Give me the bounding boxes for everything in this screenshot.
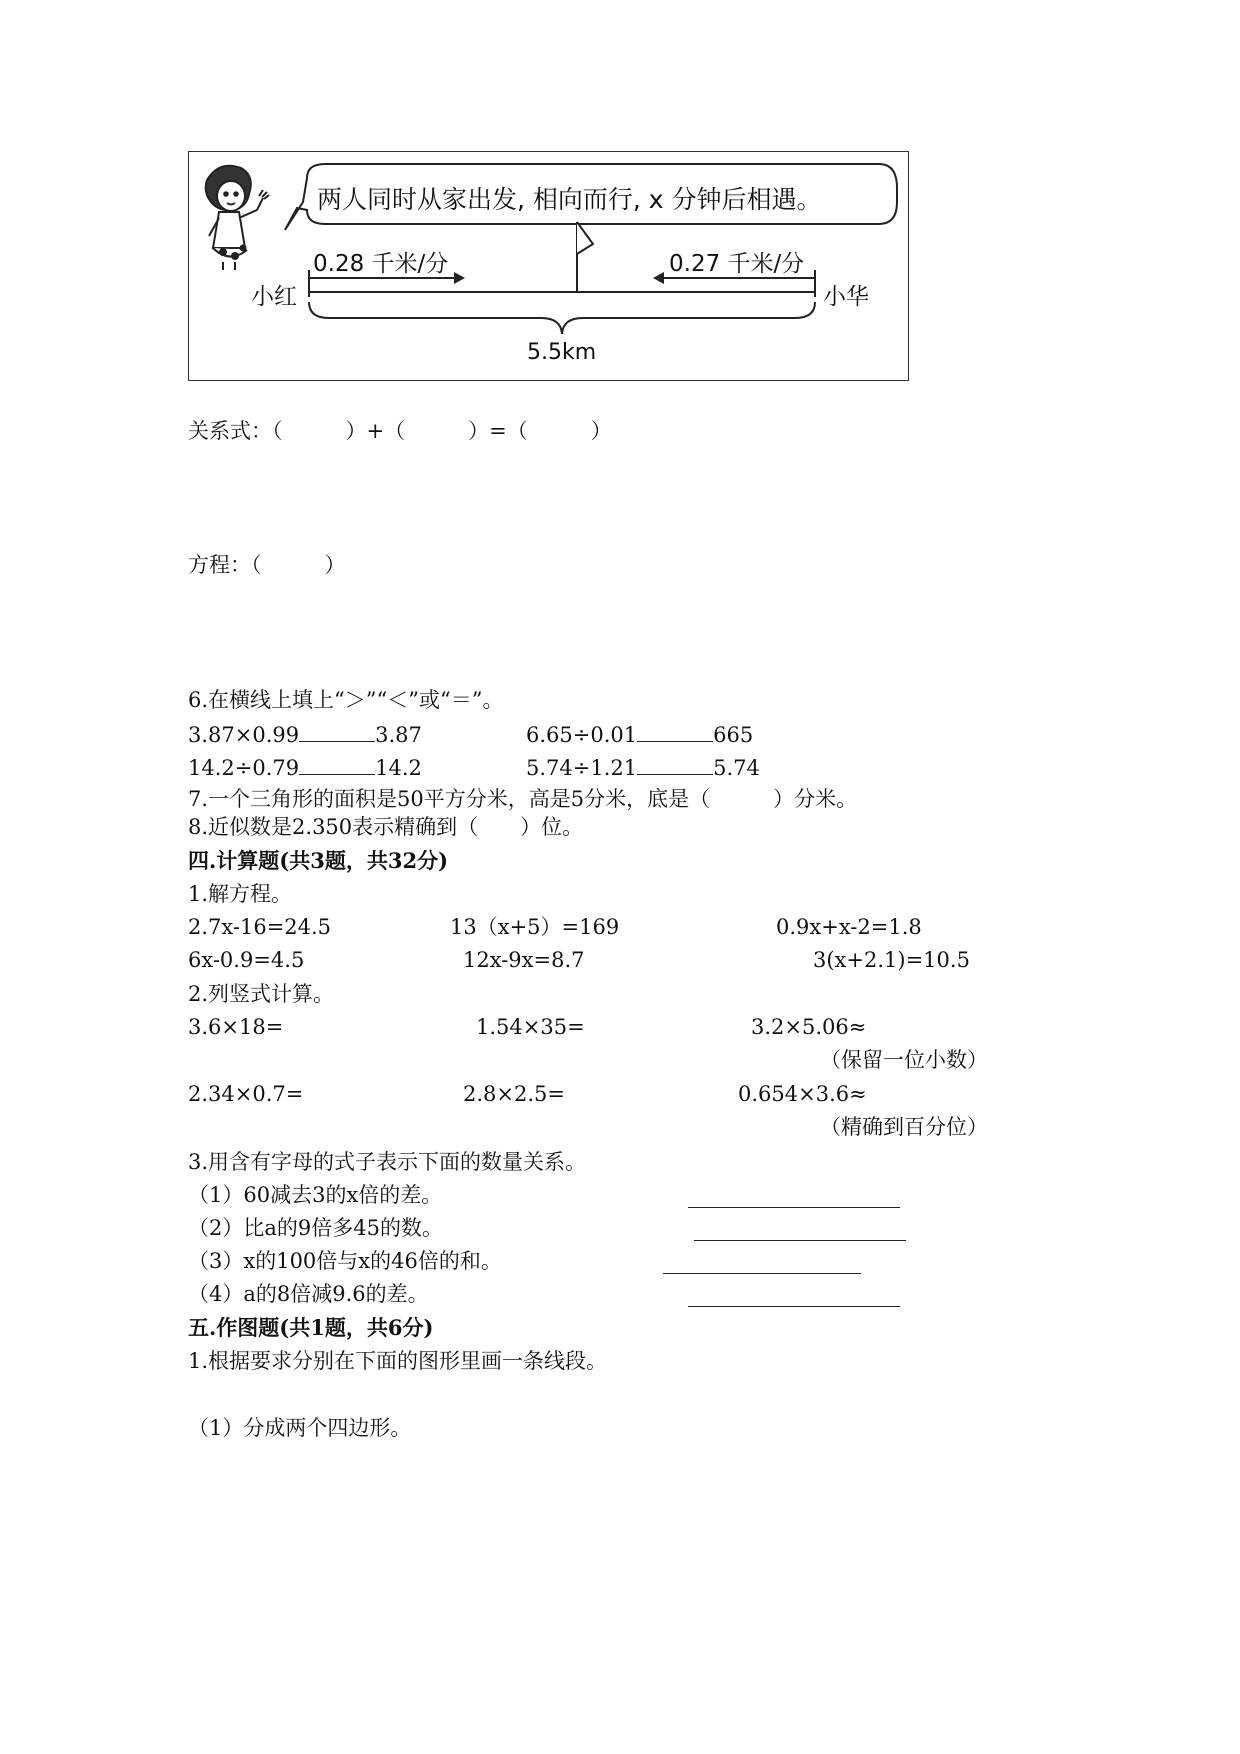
calc-item: 2.34×0.7= [188,1082,304,1106]
relation-line: 关系式：（ ）+（ ）=（ ） [188,419,612,443]
answer-blank[interactable] [688,1185,900,1208]
equation-item: 13（x+5）=169 [450,915,620,939]
q6-item-1-right: 3.87 [375,723,422,747]
q6-item-4-left: 5.74÷1.21 [526,756,638,780]
flag-icon [577,222,593,292]
q7-text: 7.一个三角形的面积是50平方分米，高是5分米，底是（ ）分米。 [188,787,858,811]
calc-note: （保留一位小数） [820,1048,988,1072]
expression-item: （4）a的8倍减9.6的差。 [188,1282,429,1306]
section5-heading: 五.作图题(共1题，共6分) [188,1315,434,1340]
equation-item: 6x-0.9=4.5 [188,948,305,972]
calc-item: 3.6×18= [188,1015,284,1039]
answer-blank[interactable] [694,1218,906,1241]
q6-item-2-left: 6.65÷0.01 [526,723,638,747]
answer-blank[interactable] [663,1251,861,1274]
answer-blank[interactable] [299,719,375,742]
q6-item-2-right: 665 [713,723,754,747]
q6-item-3-left: 14.2÷0.79 [188,756,300,780]
expression-item: （2）比a的9倍多45的数。 [188,1216,443,1240]
answer-blank[interactable] [637,752,713,775]
problem-figure [188,151,909,381]
q6-item-3-right: 14.2 [375,756,422,780]
answer-blank[interactable] [299,752,375,775]
s5-p1-title: 1.根据要求分别在下面的图形里画一条线段。 [188,1349,608,1373]
calc-item: 3.2×5.06≈ [751,1015,867,1039]
s4-p1-title: 1.解方程。 [188,882,293,906]
right-person-label: 小华 [823,284,869,310]
calc-item: 1.54×35= [476,1015,585,1039]
equation-item: 2.7x-16=24.5 [188,915,332,939]
q6-item-4-right: 5.74 [713,756,760,780]
section4-heading: 四.计算题(共3题，共32分) [188,848,449,873]
q6-item-1-left: 3.87×0.99 [188,723,300,747]
equation-item: 3(x+2.1)=10.5 [813,948,970,972]
expression-item: （1）60减去3的x倍的差。 [188,1183,443,1207]
distance-brace [309,302,815,334]
equation-line: 方程：（ ） [188,553,346,577]
equation-item: 0.9x+x-2=1.8 [776,915,922,939]
girl-illustration [206,166,269,270]
answer-blank[interactable] [637,719,713,742]
speech-text: 两人同时从家出发, 相向而行, x 分钟后相遇。 [317,185,822,214]
distance-label: 5.5km [527,340,597,365]
expression-item: （3）x的100倍与x的46倍的和。 [188,1249,502,1273]
q6-item-3 [188,752,422,782]
q6-title: 6.在横线上填上“＞”“＜”或“＝”。 [188,688,504,712]
s4-p3-title: 3.用含有字母的式子表示下面的数量关系。 [188,1150,587,1174]
s5-p1-sub: （1）分成两个四边形。 [188,1416,412,1440]
q6-item-4 [526,752,760,782]
q6-item-2 [526,719,753,749]
s4-p2-title: 2.列竖式计算。 [188,982,335,1006]
left-person-label: 小红 [251,284,297,310]
calc-item: 0.654×3.6≈ [738,1082,867,1106]
q6-item-1 [188,719,422,749]
left-speed-label: 0.28 千米/分 [313,251,449,277]
q8-text: 8.近似数是2.350表示精确到（ ）位。 [188,815,584,839]
calc-note: （精确到百分位） [820,1115,988,1139]
answer-blank[interactable] [688,1284,900,1307]
right-speed-label: 0.27 千米/分 [669,251,805,277]
equation-item: 12x-9x=8.7 [463,948,585,972]
calc-item: 2.8×2.5= [463,1082,565,1106]
